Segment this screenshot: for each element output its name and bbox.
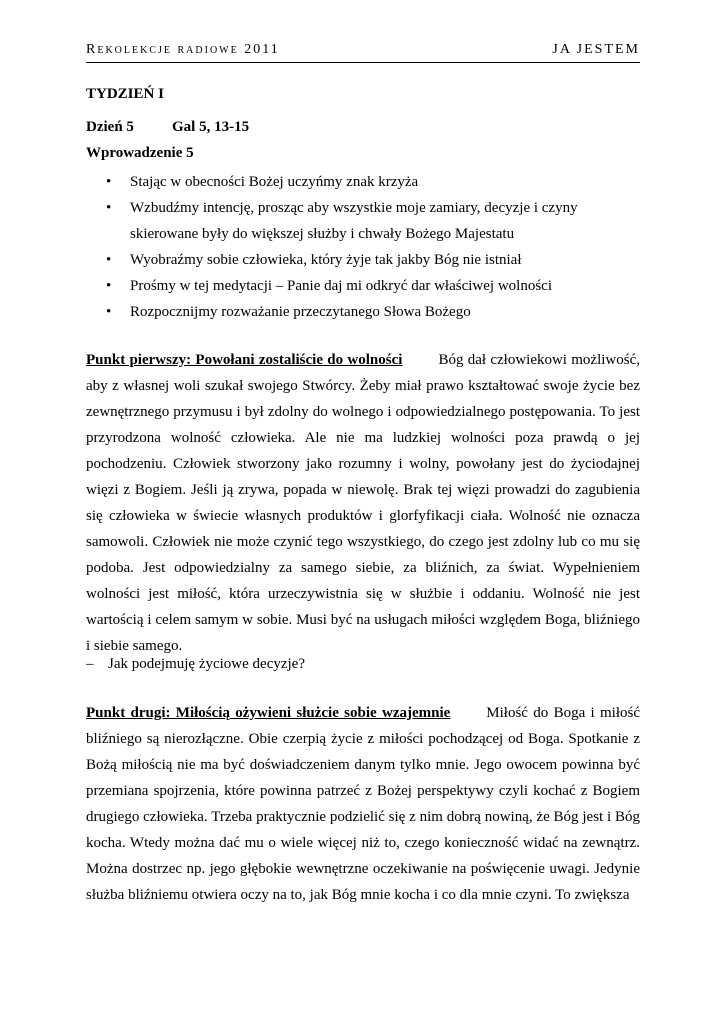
day-heading (86, 119, 250, 136)
point-one-paragraph (86, 347, 640, 659)
list-item-text: Prośmy w tej medytacji – Panie daj mi odkryć dar właściwej wolności (130, 278, 552, 294)
list-item-text: Rozpocznijmy rozważanie przeczytanego Słowa Bożego (130, 304, 471, 320)
bullet-icon: • (106, 278, 112, 294)
running-header (86, 42, 640, 63)
scripture-reference: Gal 5, 13-15 (172, 119, 250, 135)
point-one-text: Bóg dał człowiekowi możliwość, aby z własnej woli szukał swojego Stwórcy. Żeby miał prawo kształtować swoje życie bez zewnętrznego przymusu i był zdolny do wolnego i odpowiedzialnego postępowania. To jest przyrodzona wolność człowieka. Ale nie ma ludzkiej wolności poza prawdą o jej pochodzeniu. Człowiek stworzony jako rozumny i wolny, powołany jest do życiodajnej więzi z Bogiem. Jeśli ją zrywa, popada w niewolę. Brak tej więzi prowadzi do zagubienia się człowieka w świecie własnych produktów i glorfyfikacji ciała. Wolność nie oznacza samowoli. Człowiek nie może czynić tego wszystkiego, do czego jest zdolny lub co mu się podoba. Jest odpowiedzialny za samego siebie, za bliźnich, za świat. Wypełnieniem wolności jest miłość, która urzeczywistnia się w służbie i oddaniu. Wolność nie jest wartością i celem samym w sobie. Musi być na usługach miłości względem Boga, bliźniego i siebie samego. (86, 352, 641, 654)
point-two-text: Miłość do Boga i miłość bliźniego są nierozłączne. Obie czerpią życie z miłości pochodzącej od Boga. Spotkanie z Bożą miłością nie ma być doświadczeniem danym tylko mnie. Jego owocem powinna być przemiana spojrzenia, które powinna patrzeć z Bożej perspektywy czyli kochać z Bogiem drugiego człowieka. Trzeba praktycznie podzielić się z nim dobrą nowiną, że Bóg jest i Bóg kocha. Wtedy można dać mu o wiele więcej niż to, czego konieczność widać na zewnątrz. Można dostrzec np. jego głębokie wewnętrzne oczekiwanie na poświęcenie uwagi. Jedynie służba bliźniemu otwiera oczy na to, jak Bóg mnie kocha i co dla mnie czyni. To zwiększa (86, 705, 641, 903)
list-item (86, 273, 640, 299)
list-item (86, 299, 640, 325)
point-two-title: Punkt drugi: Miłością ożywieni służcie sobie wzajemnie (86, 705, 451, 721)
point-two-paragraph (86, 700, 640, 908)
point-one-title: Punkt pierwszy: Powołani zostaliście do wolności (86, 352, 403, 368)
day-label: Dzień 5 (86, 119, 134, 135)
bullet-icon: • (106, 174, 112, 190)
week-title: TYDZIEŃ I (86, 86, 164, 102)
question-text: Jak podejmuję życiowe decyzje? (108, 656, 305, 672)
dash-marker: – (86, 656, 94, 672)
bullet-icon: • (106, 304, 112, 320)
reflection-question (86, 651, 305, 677)
bullet-icon: • (106, 200, 112, 216)
header-right-title: JA JESTEM (552, 42, 640, 57)
list-item (86, 195, 640, 247)
list-item (86, 247, 640, 273)
list-item (86, 169, 640, 195)
list-item-text: Wzbudźmy intencję, prosząc aby wszystkie moje zamiary, decyzje i czyny skierowane były do większej służby i chwały Bożego Majestatu (130, 200, 578, 242)
introduction-title: Wprowadzenie 5 (86, 145, 194, 161)
list-item-text: Stając w obecności Bożej uczyńmy znak krzyża (130, 174, 419, 190)
header-left-title: Rekolekcje radiowe 2011 (86, 42, 280, 57)
introduction-list (86, 169, 640, 325)
bullet-icon: • (106, 252, 112, 268)
list-item-text: Wyobraźmy sobie człowieka, który żyje tak jakby Bóg nie istniał (130, 252, 522, 268)
